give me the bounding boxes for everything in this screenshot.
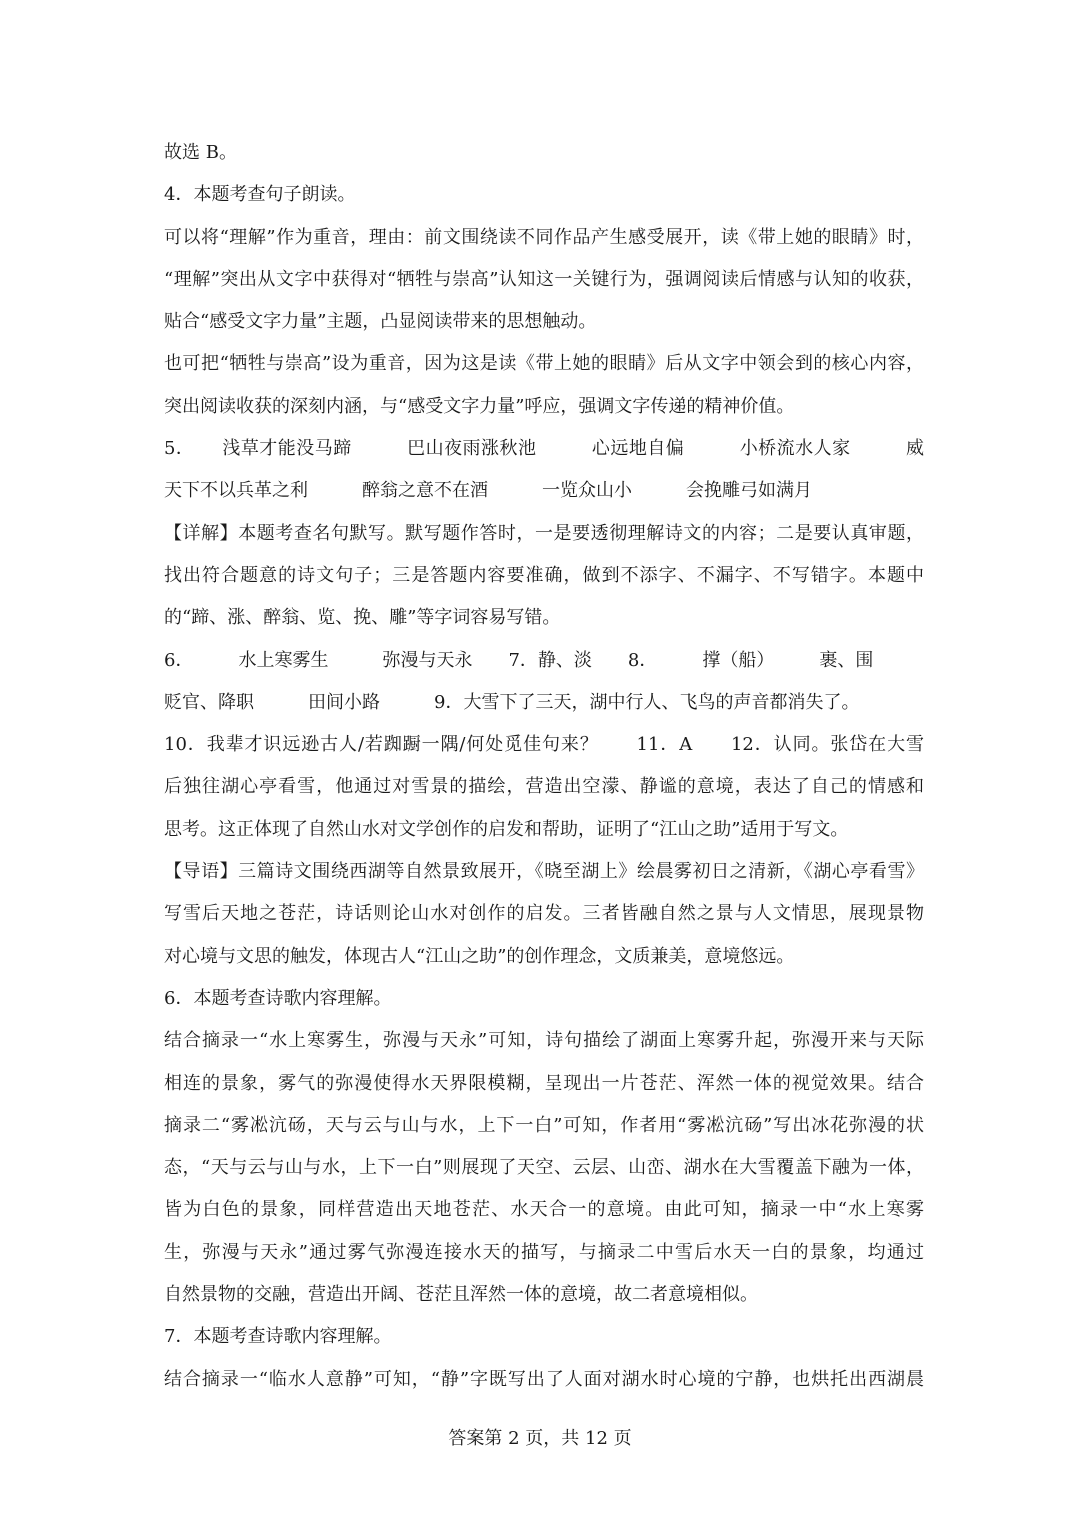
text-line: 突出阅读收获的深刻内涵，与“感受文字力量”呼应，强调文字传递的精神价值。 bbox=[164, 395, 795, 417]
text-line: 结合摘录一“临水人意静”可知，“静”字既写出了人面对湖水时心境的宁静，也烘托出西湖晨 bbox=[164, 1368, 924, 1390]
text-line: 对心境与文思的触发，体现古人“江山之助”的创作理念，文质兼美，意境悠远。 bbox=[164, 945, 795, 967]
text-line: 贬官、降职 田间小路 9．大雪下了三天，湖中行人、飞鸟的声音都消失了。 bbox=[164, 691, 860, 713]
text-line: 态，“天与云与山与水，上下一白”则展现了天空、云层、山峦、湖水在大雪覆盖下融为一体， bbox=[164, 1157, 924, 1179]
text-line: 结合摘录一“水上寒雾生，弥漫与天永”可知，诗句描绘了湖面上寒雾升起，弥漫开来与天际 bbox=[164, 1030, 924, 1052]
text-line: 故选 B。 bbox=[164, 142, 237, 163]
text-line: 5． 浅草才能没马蹄 巴山夜雨涨秋池 心远地自偏 小桥流水人家 威 bbox=[164, 438, 924, 460]
text-line: 自然景物的交融，营造出开阔、苍茫且浑然一体的意境，故二者意境相似。 bbox=[164, 1284, 758, 1306]
text-line: 6． 水上寒雾生 弥漫与天永 7．静、淡 8． 撑（船） 裹、围 bbox=[164, 649, 874, 671]
text-line: 后独往湖心亭看雪，他通过对雪景的描绘，营造出空濛、静谧的意境，表达了自己的情感和 bbox=[164, 776, 924, 798]
text-line: 7．本题考查诗歌内容理解。 bbox=[164, 1326, 392, 1348]
text-line: “理解”突出从文字中获得对“牺牲与崇高”认知这一关键行为，强调阅读后情感与认知的收获， bbox=[164, 268, 924, 290]
text-line: 可以将“理解”作为重音，理由：前文围绕读不同作品产生感受展开，读《带上她的眼睛》时， bbox=[164, 226, 924, 248]
text-line: 的“蹄、涨、醉翁、览、挽、雕”等字词容易写错。 bbox=[164, 607, 561, 629]
page-footer: 答案第 2 页，共 12 页 bbox=[448, 1428, 632, 1449]
text-line: 6．本题考查诗歌内容理解。 bbox=[164, 987, 392, 1009]
text-line: 10．我辈才识远逊古人/若踟蹰一隅/何处觅佳句来？ 11．A 12．认同。张岱在大雪 bbox=[164, 734, 924, 756]
text-line: 摘录二“雾凇沆砀，天与云与山与水，上下一白”可知，作者用“雾凇沆砀”写出冰花弥漫的状 bbox=[164, 1114, 924, 1136]
text-line: 【导语】三篇诗文围绕西湖等自然景致展开，《晓至湖上》绘晨雾初日之清新，《湖心亭看雪》 bbox=[164, 861, 924, 883]
text-line: 写雪后天地之苍茫，诗话则论山水对创作的启发。三者皆融自然之景与人文情思，展现景物 bbox=[164, 903, 924, 925]
text-line: 相连的景象，雾气的弥漫使得水天界限模糊，呈现出一片苍茫、浑然一体的视觉效果。结合 bbox=[164, 1072, 924, 1094]
answer-text-body bbox=[164, 132, 924, 1401]
text-line: 4．本题考查句子朗读。 bbox=[164, 184, 356, 206]
text-line: 【详解】本题考查名句默写。默写题作答时，一是要透彻理解诗文的内容；二是要认真审题， bbox=[164, 522, 924, 544]
text-line: 天下不以兵革之利 醉翁之意不在酒 一览众山小 会挽雕弓如满月 bbox=[164, 480, 812, 502]
text-line: 找出符合题意的诗文句子；三是答题内容要准确，做到不添字、不漏字、不写错字。本题中 bbox=[164, 564, 924, 586]
text-line: 皆为白色的景象，同样营造出天地苍茫、水天合一的意境。由此可知，摘录一中“水上寒雾 bbox=[164, 1199, 924, 1221]
text-line: 也可把“牺牲与崇高”设为重音，因为这是读《带上她的眼睛》后从文字中领会到的核心内容， bbox=[164, 353, 924, 375]
text-line: 生，弥漫与天永”通过雾气弥漫连接水天的描写，与摘录二中雪后水天一白的景象，均通过 bbox=[164, 1241, 924, 1263]
text-line: 贴合“感受文字力量”主题，凸显阅读带来的思想触动。 bbox=[164, 311, 597, 333]
text-line: 思考。这正体现了自然山水对文学创作的启发和帮助，证明了“江山之助”适用于写文。 bbox=[164, 818, 849, 840]
